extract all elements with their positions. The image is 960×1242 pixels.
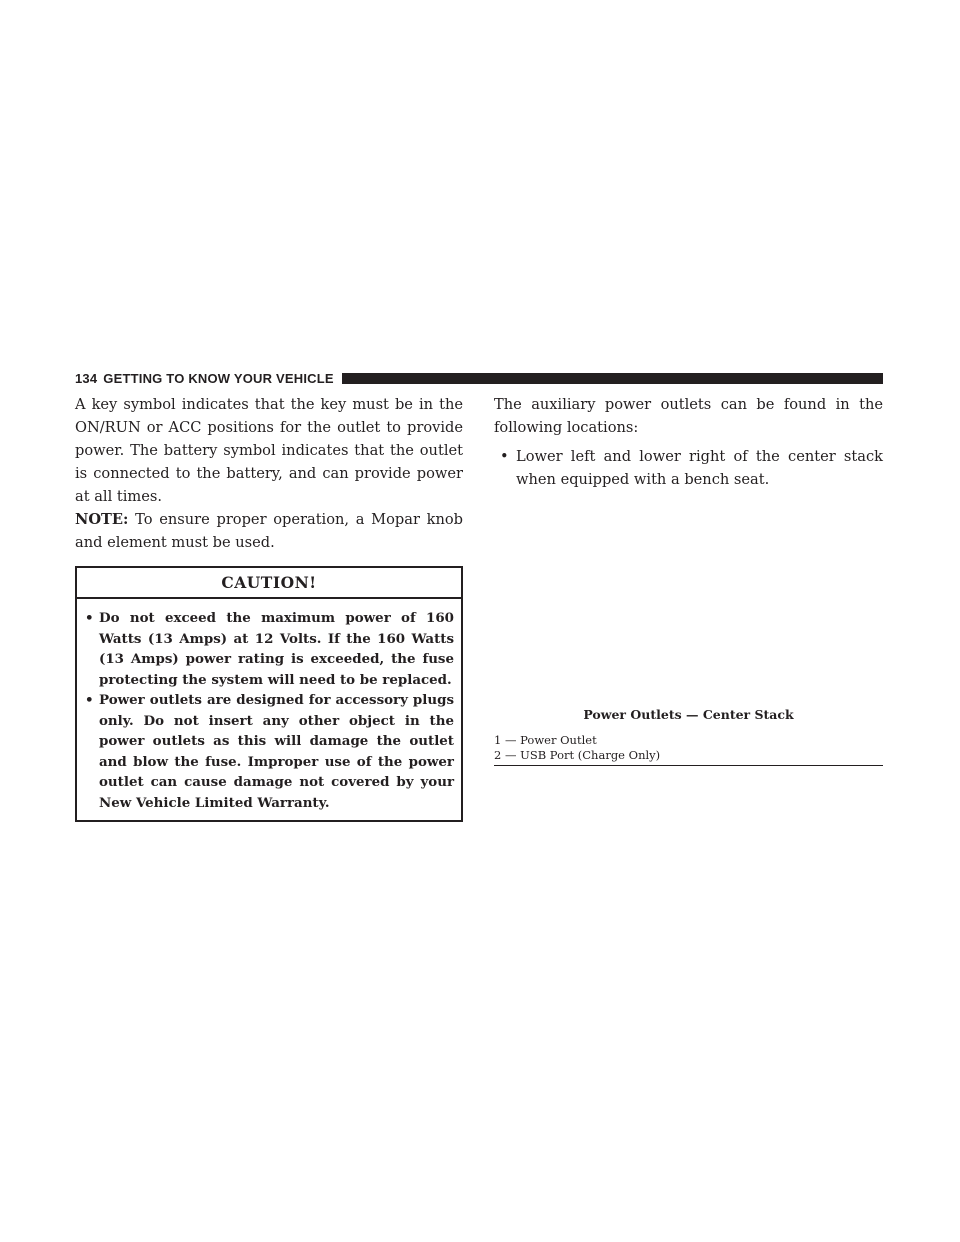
page-number: 134 <box>75 370 98 386</box>
header-label <box>75 371 342 386</box>
section-title: GETTING TO KNOW YOUR VEHICLE <box>103 370 334 386</box>
caution-item-text: Do not exceed the maximum power of 160 Watts (13 Amps) at 12 Volts. If the 160 Watts (13 Amps) power rating is exceeded, the fuse protecting the system will need to be replaced. <box>99 610 454 688</box>
key-symbol-paragraph: A key symbol indicates that the key must be in the ON/RUN or ACC positions for the outlet to provide power. The battery symbol indicates that the outlet is connected to the battery, and can provide power at all times. <box>75 396 463 505</box>
locations-intro: The auxiliary power outlets can be found in the following locations: <box>494 396 883 436</box>
bullet-icon: • <box>85 610 94 626</box>
bullet-icon: • <box>85 692 94 708</box>
caution-item-text: Power outlets are designed for accessory plugs only. Do not insert any other object in the power outlets as this will damage the outlet and blow the fuse. Improper use of the power outlet can cause damage not covered by your New Vehicle Limited Warranty. <box>99 692 454 811</box>
caution-box <box>75 566 463 822</box>
caution-list <box>77 599 461 820</box>
note-text: To ensure proper operation, a Mopar knob and element must be used. <box>75 511 463 551</box>
legend-item: 2 — USB Port (Charge Only) <box>494 748 661 762</box>
page-header <box>75 368 883 388</box>
header-rule <box>342 373 883 384</box>
figure-image-area <box>494 470 883 700</box>
bullet-icon: • <box>500 448 509 465</box>
location-text: Lower left and lower right of the center stack when equipped with a bench seat. <box>516 448 883 488</box>
figure-legend <box>494 733 883 766</box>
caution-item <box>85 690 454 813</box>
caution-title: CAUTION! <box>77 568 461 599</box>
caution-item <box>85 608 454 690</box>
figure-caption: Power Outlets — Center Stack <box>583 707 794 722</box>
note-paragraph <box>75 508 463 554</box>
note-label: NOTE: <box>75 511 129 528</box>
legend-item: 1 — Power Outlet <box>494 733 597 747</box>
left-column <box>75 393 463 822</box>
